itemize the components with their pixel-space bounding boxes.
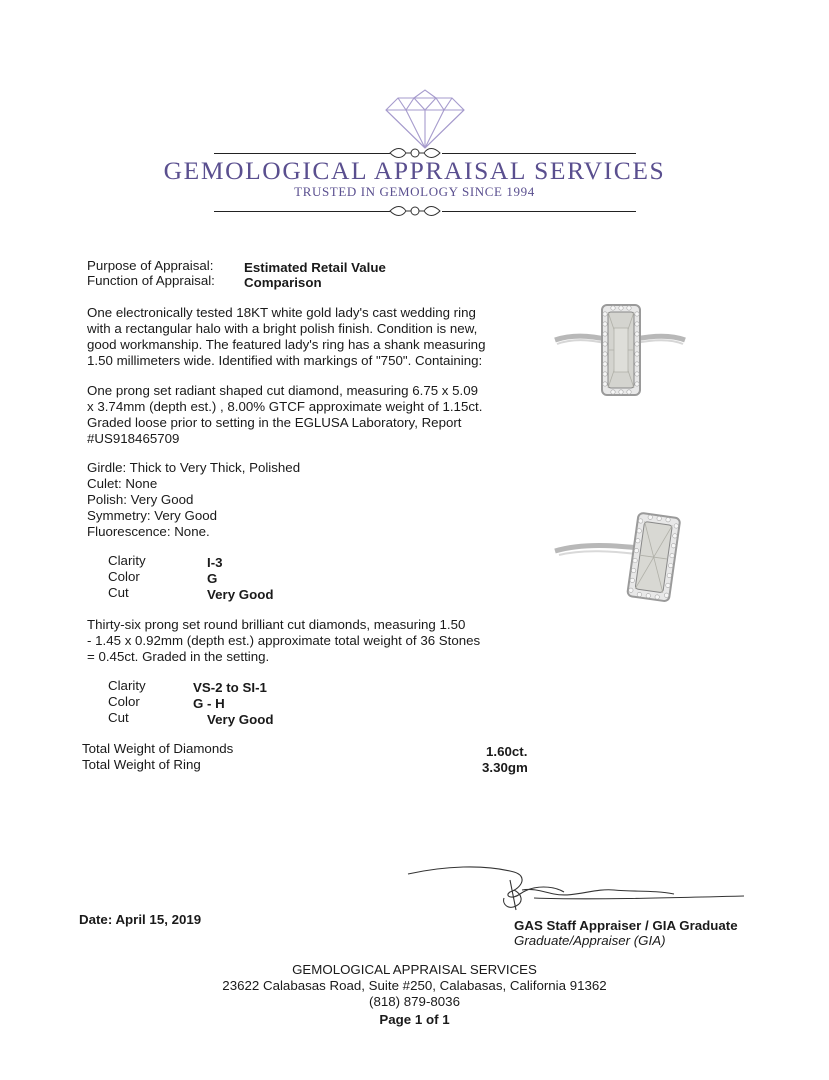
purpose-value: Estimated Retail Value [244,260,386,275]
accent-stones-description [87,617,507,665]
function-label: Function of Appraisal: [87,273,215,288]
attribute-polish: Polish: Very Good [87,492,194,507]
center-stone-line: One prong set radiant shaped cut diamond, measuring 6.75 x 5.09 [87,383,479,398]
grade-value-color: G [207,571,218,586]
ornament-bottom-icon [388,203,442,219]
accent-grade-label-clarity: Clarity [108,678,146,693]
appraisal-date: Date: April 15, 2019 [79,912,202,927]
total-diamonds-label: Total Weight of Diamonds [82,741,234,756]
accent-stone-line: - 1.45 x 0.92mm (depth est.) approximate total weight of 36 Stones [87,633,481,648]
page-number: Page 1 of 1 [379,1012,450,1027]
purpose-label: Purpose of Appraisal: [87,258,214,273]
footer-address: 23622 Calabasas Road, Suite #250, Calabasas, California 91362 [222,978,607,993]
center-stone-attributes [87,460,407,540]
attribute-girdle: Girdle: Thick to Very Thick, Polished [87,460,301,475]
grade-label-cut: Cut [108,585,129,600]
total-diamonds-value: 1.60ct. [486,744,528,759]
company-tagline: TRUSTED IN GEMOLOGY SINCE 1994 [294,184,535,199]
accent-grade-value-clarity: VS-2 to SI-1 [193,680,267,695]
ring-photo-angled [553,505,685,605]
description-line: One electronically tested 18KT white gold lady's cast wedding ring [87,305,476,320]
footer-phone: (818) 879-8036 [369,994,460,1009]
header-top-rule-right [442,153,636,154]
accent-grade-value-cut: Very Good [207,712,274,727]
appraiser-subtitle: Graduate/Appraiser (GIA) [514,933,666,948]
accent-grade-value-color: G - H [193,696,225,711]
attribute-symmetry: Symmetry: Very Good [87,508,218,523]
footer-company: GEMOLOGICAL APPRAISAL SERVICES [292,962,537,977]
center-stone-description [87,383,507,447]
ring-description [87,305,507,369]
accent-stone-line: Thirty-six prong set round brilliant cut diamonds, measuring 1.50 [87,617,466,632]
description-line: 1.50 millimeters wide. Identified with markings of "750". Containing: [87,353,483,368]
center-stone-line: x 3.74mm (depth est.) , 8.00% GTCF approximate weight of 1.15ct. [87,399,483,414]
accent-grade-label-cut: Cut [108,710,129,725]
description-line: good workmanship. The featured lady's ring has a shank measuring [87,337,486,352]
header-top-rule [214,153,390,154]
accent-stone-line: = 0.45ct. Graded in the setting. [87,649,270,664]
ring-photo-top [553,300,687,400]
header-bottom-rule [214,211,390,212]
center-stone-line: Graded loose prior to setting in the EGLUSA Laboratory, Report [87,415,462,430]
diamond-logo-icon [384,88,466,150]
description-line: with a rectangular halo with a bright polish finish. Condition is new, [87,321,478,336]
total-ring-value: 3.30gm [482,760,528,775]
signature-image [404,858,752,918]
total-ring-label: Total Weight of Ring [82,757,201,772]
function-value: Comparison [244,275,322,290]
grade-label-clarity: Clarity [108,553,146,568]
center-stone-line: #US918465709 [87,431,180,446]
attribute-culet: Culet: None [87,476,158,491]
accent-grade-label-color: Color [108,694,140,709]
grade-value-cut: Very Good [207,587,274,602]
appraiser-title: GAS Staff Appraiser / GIA Graduate [514,918,738,933]
grade-value-clarity: I-3 [207,555,223,570]
header-bottom-rule-right [442,211,636,212]
grade-label-color: Color [108,569,140,584]
attribute-fluorescence: Fluorescence: None. [87,524,210,539]
company-name: GEMOLOGICAL APPRAISAL SERVICES [163,156,666,185]
